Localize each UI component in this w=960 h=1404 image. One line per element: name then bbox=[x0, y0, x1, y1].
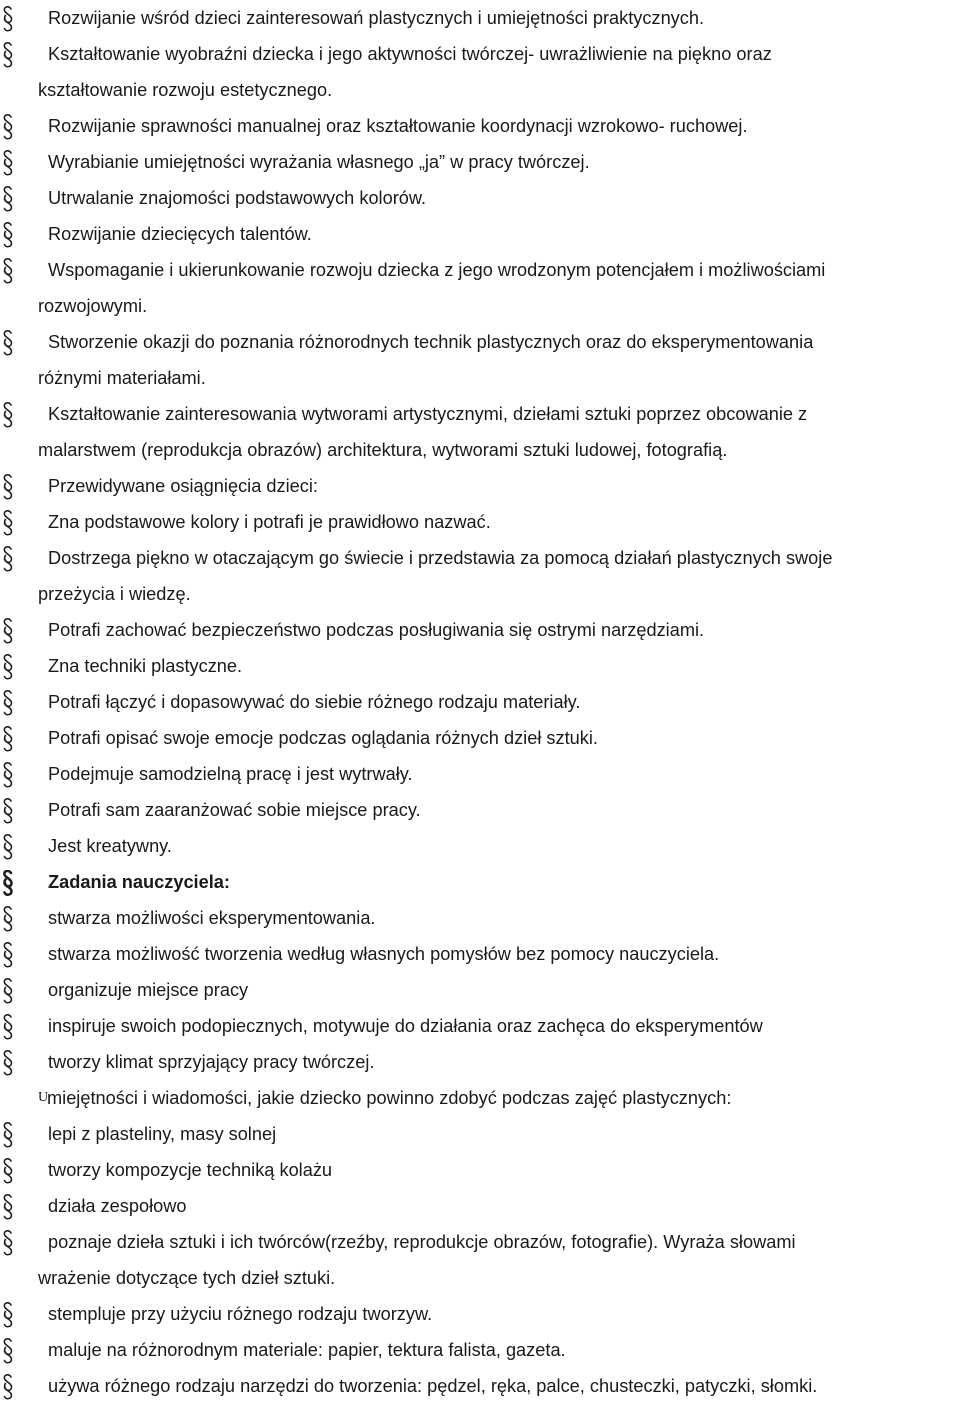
section-sign-bullet-icon bbox=[2, 42, 14, 68]
list-item-text: stwarza możliwości eksperymentowania. bbox=[48, 908, 376, 928]
list-item bbox=[0, 1296, 960, 1332]
section-sign-bullet-icon bbox=[2, 258, 14, 284]
list-item-text: maluje na różnorodnym materiale: papier, tektura falista, gazeta. bbox=[48, 1340, 566, 1360]
section-sign-bullet-icon bbox=[2, 402, 14, 428]
list-item-text: organizuje miejsce pracy bbox=[48, 980, 249, 1000]
list-item-text: Zadania nauczyciela: bbox=[48, 872, 230, 892]
section-sign-bullet-icon bbox=[2, 474, 14, 500]
section-sign-bullet-icon bbox=[2, 330, 14, 356]
list-item-continuation: przeżycia i wiedzę. bbox=[38, 584, 191, 604]
list-item-text: Potrafi opisać swoje emocje podczas oglądania różnych dzieł sztuki. bbox=[48, 728, 598, 748]
list-item bbox=[0, 828, 960, 864]
list-item-text: Rozwijanie sprawności manualnej oraz kształtowanie koordynacji wzrokowo- ruchowej. bbox=[48, 116, 748, 136]
list-item bbox=[0, 900, 960, 936]
list-item bbox=[0, 0, 960, 36]
list-item bbox=[0, 504, 960, 540]
list-item-text: Rozwijanie wśród dzieci zainteresowań plastycznych i umiejętności praktycznych. bbox=[48, 8, 705, 28]
list-item-text: Wspomaganie i ukierunkowanie rozwoju dziecka z jego wrodzonym potencjałem i możliwościami bbox=[48, 260, 826, 280]
list-item bbox=[0, 1188, 960, 1224]
list-item bbox=[0, 720, 960, 756]
list-item-continuation: różnymi materiałami. bbox=[38, 368, 206, 388]
list-item bbox=[0, 936, 960, 972]
section-sign-bullet-icon bbox=[2, 1050, 14, 1076]
list-item-text: Zna techniki plastyczne. bbox=[48, 656, 243, 676]
list-item-text: Kształtowanie wyobraźni dziecka i jego aktywności twórczej- uwrażliwienie na piękno oraz bbox=[48, 44, 772, 64]
list-item bbox=[0, 180, 960, 216]
list-item bbox=[0, 1008, 960, 1044]
list-item-text: Stworzenie okazji do poznania różnorodnych technik plastycznych oraz do eksperymentowania bbox=[48, 332, 814, 352]
list-item bbox=[0, 684, 960, 720]
section-sign-bullet-icon bbox=[2, 546, 14, 572]
list-item bbox=[0, 396, 960, 468]
list-item-text: tworzy klimat sprzyjający pracy twórczej. bbox=[48, 1052, 375, 1072]
section-sign-bullet-icon bbox=[2, 726, 14, 752]
list-item-text: Dostrzega piękno w otaczającym go świecie i przedstawia za pomocą działań plastycznych swoje bbox=[48, 548, 833, 568]
section-sign-bullet-icon bbox=[2, 222, 14, 248]
list-item bbox=[0, 1224, 960, 1296]
skills-heading-text: miejętności i wiadomości, jakie dziecko powinno zdobyć podczas zajęć plastycznych: bbox=[47, 1088, 732, 1108]
list-item-text: używa różnego rodzaju narzędzi do tworzenia: pędzel, ręka, palce, chusteczki, patyczki, słomki. bbox=[48, 1376, 818, 1396]
list-item bbox=[0, 1332, 960, 1368]
list-item bbox=[0, 1116, 960, 1152]
list-item-text: Podejmuje samodzielną pracę i jest wytrwały. bbox=[48, 764, 413, 784]
section-sign-bullet-icon bbox=[2, 798, 14, 824]
list-item-text: Wyrabianie umiejętności wyrażania własnego „ja” w pracy twórczej. bbox=[48, 152, 590, 172]
section-sign-bullet-icon bbox=[2, 1374, 14, 1400]
list-item bbox=[0, 792, 960, 828]
list-item bbox=[0, 756, 960, 792]
list-item bbox=[0, 36, 960, 108]
section-sign-bullet-icon bbox=[2, 1158, 14, 1184]
list-item-text: stwarza możliwość tworzenia według własnych pomysłów bez pomocy nauczyciela. bbox=[48, 944, 720, 964]
section-sign-bullet-icon bbox=[2, 1230, 14, 1256]
section-sign-bullet-icon bbox=[2, 618, 14, 644]
section-sign-bullet-icon bbox=[2, 1122, 14, 1148]
list-item-text: działa zespołowo bbox=[48, 1196, 187, 1216]
list-item-continuation: rozwojowymi. bbox=[38, 296, 148, 316]
skills-marker: U bbox=[38, 1090, 49, 1105]
list-item-continuation: kształtowanie rozwoju estetycznego. bbox=[38, 80, 333, 100]
list-item-text: Zna podstawowe kolory i potrafi je prawidłowo nazwać. bbox=[48, 512, 491, 532]
section-sign-bullet-icon bbox=[2, 834, 14, 860]
section-sign-bullet-icon bbox=[2, 870, 14, 896]
list-item bbox=[0, 144, 960, 180]
section-sign-bullet-icon bbox=[2, 114, 14, 140]
list-item-continuation: malarstwem (reprodukcja obrazów) architektura, wytworami sztuki ludowej, fotografią. bbox=[38, 440, 728, 460]
skills-heading bbox=[0, 1080, 960, 1116]
list-item-text: inspiruje swoich podopiecznych, motywuje do działania oraz zachęca do eksperymentów bbox=[48, 1016, 763, 1036]
section-sign-bullet-icon bbox=[2, 690, 14, 716]
list-item-continuation: wrażenie dotyczące tych dzieł sztuki. bbox=[38, 1268, 336, 1288]
list-item bbox=[0, 540, 960, 612]
section-sign-bullet-icon bbox=[2, 654, 14, 680]
list-item-text: Utrwalanie znajomości podstawowych kolorów. bbox=[48, 188, 427, 208]
section-sign-bullet-icon bbox=[2, 6, 14, 32]
section-sign-bullet-icon bbox=[2, 1338, 14, 1364]
list-item bbox=[0, 612, 960, 648]
teacher-tasks-heading bbox=[0, 864, 960, 900]
list-item bbox=[0, 648, 960, 684]
section-sign-bullet-icon bbox=[2, 906, 14, 932]
list-item bbox=[0, 1368, 960, 1404]
list-item-text: lepi z plasteliny, masy solnej bbox=[48, 1124, 277, 1144]
list-item bbox=[0, 324, 960, 396]
section-sign-bullet-icon bbox=[2, 1014, 14, 1040]
list-item bbox=[0, 1152, 960, 1188]
list-item-text: Potrafi sam zaaranżować sobie miejsce pracy. bbox=[48, 800, 421, 820]
section-sign-bullet-icon bbox=[2, 762, 14, 788]
list-item bbox=[0, 468, 960, 504]
list-item-text: Przewidywane osiągnięcia dzieci: bbox=[48, 476, 318, 496]
section-sign-bullet-icon bbox=[2, 150, 14, 176]
section-sign-bullet-icon bbox=[2, 978, 14, 1004]
section-sign-bullet-icon bbox=[2, 1302, 14, 1328]
list-item bbox=[0, 252, 960, 324]
section-sign-bullet-icon bbox=[2, 510, 14, 536]
list-item bbox=[0, 1044, 960, 1080]
section-sign-bullet-icon bbox=[2, 1194, 14, 1220]
list-item bbox=[0, 972, 960, 1008]
list-item-text: Rozwijanie dziecięcych talentów. bbox=[48, 224, 312, 244]
list-item bbox=[0, 216, 960, 252]
list-item-text: stempluje przy użyciu różnego rodzaju tworzyw. bbox=[48, 1304, 433, 1324]
section-sign-bullet-icon bbox=[2, 942, 14, 968]
list-item-text: Jest kreatywny. bbox=[48, 836, 172, 856]
list-item bbox=[0, 108, 960, 144]
list-item-text: poznaje dzieła sztuki i ich twórców(rzeźby, reprodukcje obrazów, fotografie). Wyraża słowami bbox=[48, 1232, 796, 1252]
list-item-text: Potrafi łączyć i dopasowywać do siebie różnego rodzaju materiały. bbox=[48, 692, 581, 712]
section-sign-bullet-icon bbox=[2, 186, 14, 212]
list-item-text: Potrafi zachować bezpieczeństwo podczas posługiwania się ostrymi narzędziami. bbox=[48, 620, 705, 640]
list-item-text: tworzy kompozycje techniką kolażu bbox=[48, 1160, 333, 1180]
list-item-text: Kształtowanie zainteresowania wytworami artystycznymi, dziełami sztuki poprzez obcowanie z bbox=[48, 404, 808, 424]
